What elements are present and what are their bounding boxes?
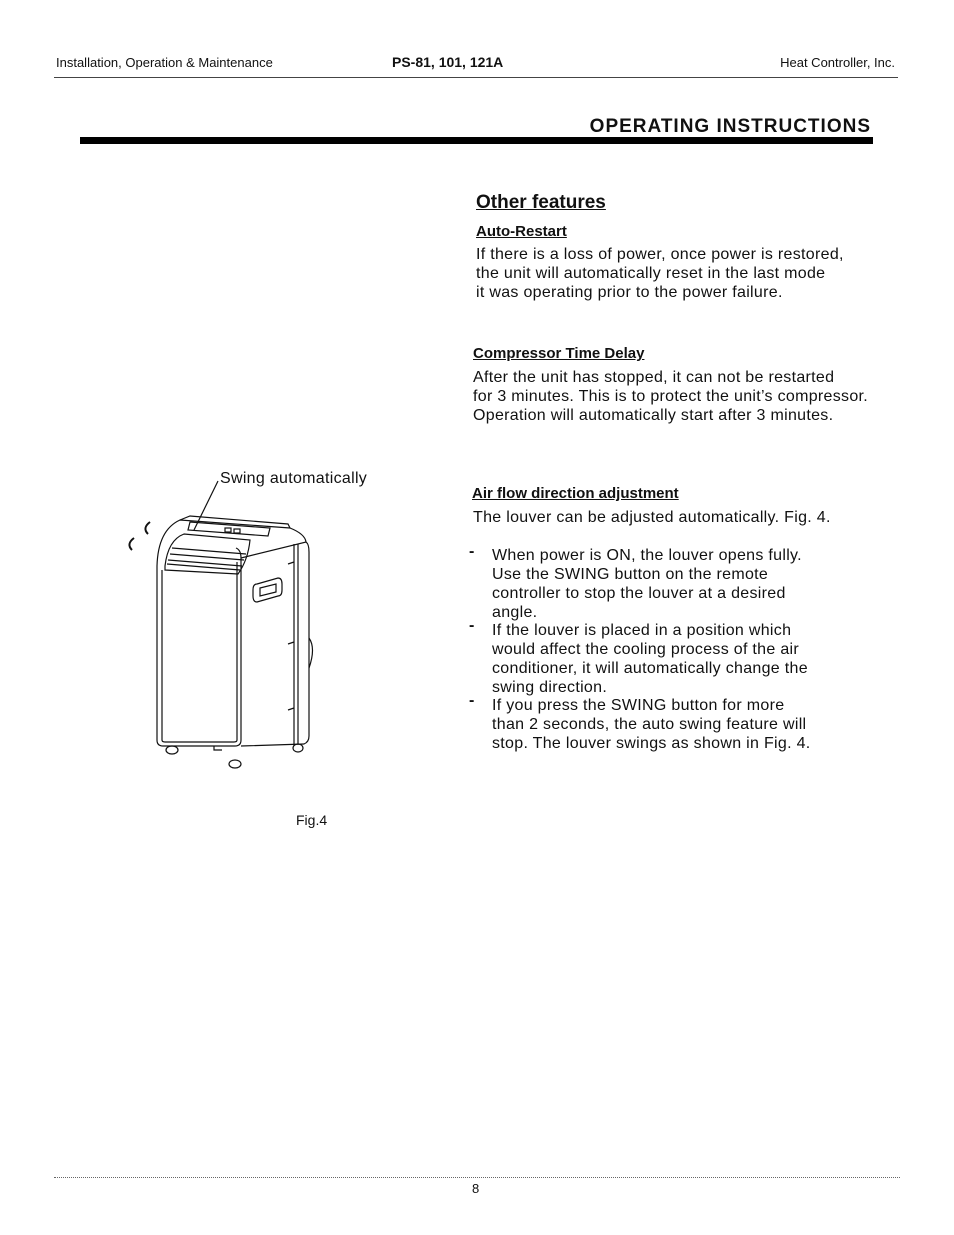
header-model-numbers: PS-81, 101, 121A [392,54,504,70]
compressor-delay-text: After the unit has stopped, it can not be restarted for 3 minutes. This is to protect the unit’s compressor. Operation will automatically start after 3 minutes. [473,369,869,424]
section-title-rule [80,137,873,144]
air-flow-bullet-1: When power is ON, the louver opens fully. Use the SWING button on the remote controller to stop the louver at a desired angle. [492,547,802,621]
header-left-text: Installation, Operation & Maintenance [56,55,273,70]
footer-divider [54,1177,900,1178]
figure-label: Fig.4 [296,812,328,828]
air-flow-heading: Air flow direction adjustment [472,485,679,502]
bullet-marker: - [469,543,475,560]
swing-callout-label: Swing automatically [220,470,368,487]
header-divider [54,77,898,78]
compressor-delay-heading: Compressor Time Delay [473,345,645,362]
air-flow-intro: The louver can be adjusted automatically. Fig. 4. [473,509,831,526]
auto-restart-heading: Auto-Restart [476,223,567,240]
bullet-marker: - [469,692,475,709]
other-features-heading: Other features [476,192,606,213]
header-company-name: Heat Controller, Inc. [780,55,895,70]
section-title: OPERATING INSTRUCTIONS [589,116,871,137]
bullet-marker: - [469,617,475,634]
air-flow-bullet-3: If you press the SWING button for more than 2 seconds, the auto swing feature will stop. The louver swings as shown in Fig. 4. [492,697,811,752]
page-number: 8 [472,1181,480,1196]
portable-ac-illustration [110,478,330,778]
air-flow-bullet-2: If the louver is placed in a position which would affect the cooling process of the air conditioner, it will automatically change the swing direction. [492,622,808,696]
auto-restart-text: If there is a loss of power, once power is restored, the unit will automatically reset in the last mode it was operating prior to the power failure. [476,246,844,301]
